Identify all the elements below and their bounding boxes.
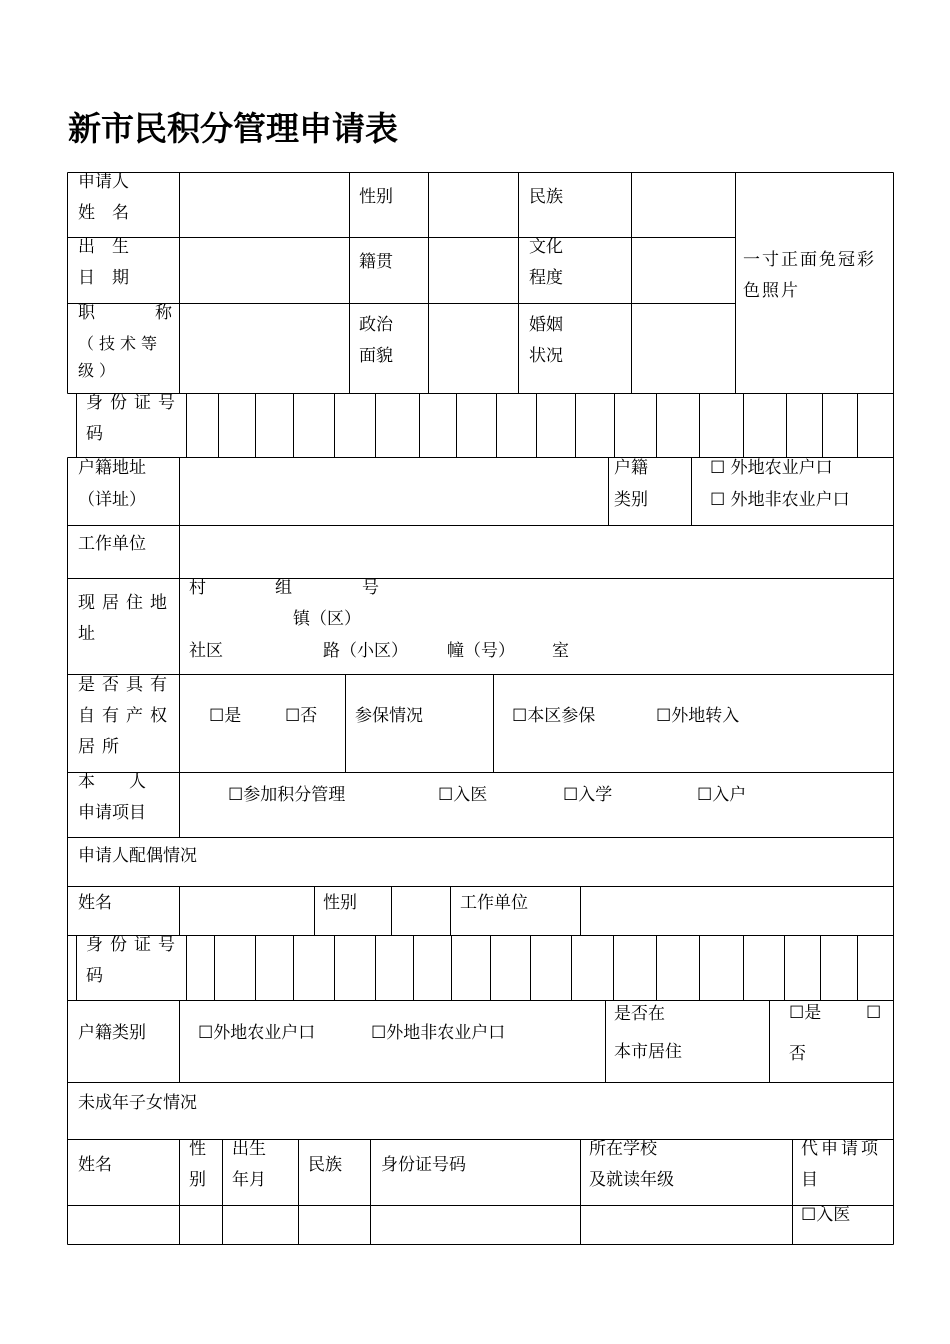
apply-label-l2: 申请项目: [78, 803, 146, 823]
political-field[interactable]: [429, 304, 518, 393]
hukou-address-label-l2: （详址）: [78, 490, 146, 510]
gender-field[interactable]: [429, 172, 518, 237]
children-col-birth-l2: 年月: [232, 1170, 266, 1190]
applicant-id-label: 身份证号码: [86, 393, 182, 444]
property-no-checkbox[interactable]: ☐否: [285, 706, 318, 726]
apply-medical-checkbox[interactable]: ☐入医: [438, 785, 488, 805]
child-row-1-name[interactable]: [68, 1206, 179, 1244]
spouse-work-label: 工作单位: [460, 893, 528, 913]
property-label: 是否具有自有产权居所: [78, 675, 174, 757]
work-unit-label: 工作单位: [78, 534, 146, 554]
children-col-school-l2: 及就读年级: [589, 1170, 674, 1190]
children-section-title: 未成年子女情况: [78, 1093, 197, 1113]
applicant-name-label-l1: 申请人: [78, 172, 129, 192]
spouse-name-label: 姓名: [78, 893, 112, 913]
birth-date-field[interactable]: [180, 238, 349, 303]
children-col-birth-l1: 出生: [232, 1139, 266, 1159]
hukou-address-label-l1: 户籍地址: [78, 458, 146, 478]
addr-group: 组: [275, 578, 292, 598]
insurance-local-checkbox[interactable]: ☐本区参保: [512, 706, 596, 726]
spouse-id-boxes[interactable]: [187, 936, 893, 1000]
page-title: 新市民积分管理申请表: [68, 109, 398, 148]
spouse-resident-yes-checkbox[interactable]: ☐是: [789, 1003, 822, 1023]
addr-room: 室: [552, 641, 569, 661]
child-row-1-medical-checkbox[interactable]: ☐入医: [801, 1205, 851, 1225]
children-col-id: 身份证号码: [381, 1155, 466, 1175]
children-col-ethnicity: 民族: [308, 1155, 342, 1175]
marital-label-l2: 状况: [529, 346, 563, 366]
job-title-label-l1: 职 称: [78, 303, 172, 323]
addr-building: 幢（号）: [447, 641, 515, 661]
apply-hukou-checkbox[interactable]: ☐入户: [697, 785, 747, 805]
applicant-name-label-l2: 姓 名: [78, 203, 129, 223]
spouse-gender-label: 性别: [323, 893, 357, 913]
spouse-hukou-label: 户籍类别: [78, 1023, 146, 1043]
spouse-hukou-agri-checkbox[interactable]: ☐外地农业户口: [198, 1023, 316, 1043]
ethnicity-field[interactable]: [632, 172, 735, 237]
children-col-name: 姓名: [78, 1155, 112, 1175]
children-col-school-l1: 所在学校: [589, 1139, 657, 1159]
education-label-l2: 程度: [529, 268, 563, 288]
hukou-agri-checkbox[interactable]: ☐ 外地农业户口: [710, 458, 833, 478]
insurance-label: 参保情况: [355, 706, 423, 726]
education-label-l1: 文化: [529, 237, 563, 257]
political-label-l1: 政治: [359, 315, 393, 335]
applicant-id-boxes[interactable]: [187, 394, 893, 457]
spouse-section-title: 申请人配偶情况: [78, 846, 197, 866]
job-title-field[interactable]: [180, 304, 349, 393]
birth-date-label-l2: 日 期: [78, 268, 129, 288]
education-field[interactable]: [632, 238, 735, 303]
apply-points-checkbox[interactable]: ☐参加积分管理: [228, 785, 346, 805]
spouse-resident-no-label: 否: [789, 1044, 806, 1064]
children-col-gender: 性别: [189, 1139, 206, 1190]
birth-date-label-l1: 出 生: [78, 237, 129, 257]
gender-label: 性别: [359, 187, 393, 207]
ethnicity-label: 民族: [529, 187, 563, 207]
hukou-type-label-l2: 类别: [614, 490, 648, 510]
spouse-work-field[interactable]: [581, 887, 893, 935]
applicant-name-field[interactable]: [180, 172, 349, 237]
photo-placeholder[interactable]: 一寸正面免冠彩色照片: [743, 250, 876, 301]
work-unit-field[interactable]: [180, 526, 893, 578]
hukou-type-label-l1: 户籍: [614, 458, 648, 478]
spouse-resident-label-l2: 本市居住: [614, 1042, 682, 1062]
apply-school-checkbox[interactable]: ☐入学: [563, 785, 613, 805]
addr-number: 号: [362, 578, 379, 598]
addr-village: 村: [189, 578, 206, 598]
spouse-gender-field[interactable]: [392, 887, 450, 935]
addr-town: 镇（区）: [293, 609, 361, 629]
political-label-l2: 面貌: [359, 346, 393, 366]
spouse-resident-label-l1: 是否在: [614, 1004, 665, 1024]
marital-label-l1: 婚姻: [529, 315, 563, 335]
hukou-address-field[interactable]: [180, 458, 608, 525]
hukou-nonagri-checkbox[interactable]: ☐ 外地非农业户口: [710, 490, 850, 510]
addr-road: 路（小区）: [323, 641, 408, 661]
native-place-label: 籍贯: [359, 252, 393, 272]
marital-field[interactable]: [632, 304, 735, 393]
property-yes-checkbox[interactable]: ☐是: [209, 706, 242, 726]
spouse-name-field[interactable]: [180, 887, 314, 935]
native-place-field[interactable]: [429, 238, 518, 303]
residence-label: 现居住地址: [78, 593, 174, 644]
children-col-apply: 代申请项目: [801, 1139, 881, 1190]
addr-community: 社区: [189, 641, 223, 661]
insurance-transfer-checkbox[interactable]: ☐外地转入: [656, 706, 740, 726]
job-title-label-l2: （技术等级）: [78, 334, 163, 380]
spouse-hukou-nonagri-checkbox[interactable]: ☐外地非农业户口: [371, 1023, 506, 1043]
spouse-resident-no-checkbox[interactable]: ☐: [866, 1003, 882, 1023]
spouse-id-label: 身份证号码: [86, 935, 182, 986]
apply-label-l1: 本 人: [78, 772, 146, 792]
